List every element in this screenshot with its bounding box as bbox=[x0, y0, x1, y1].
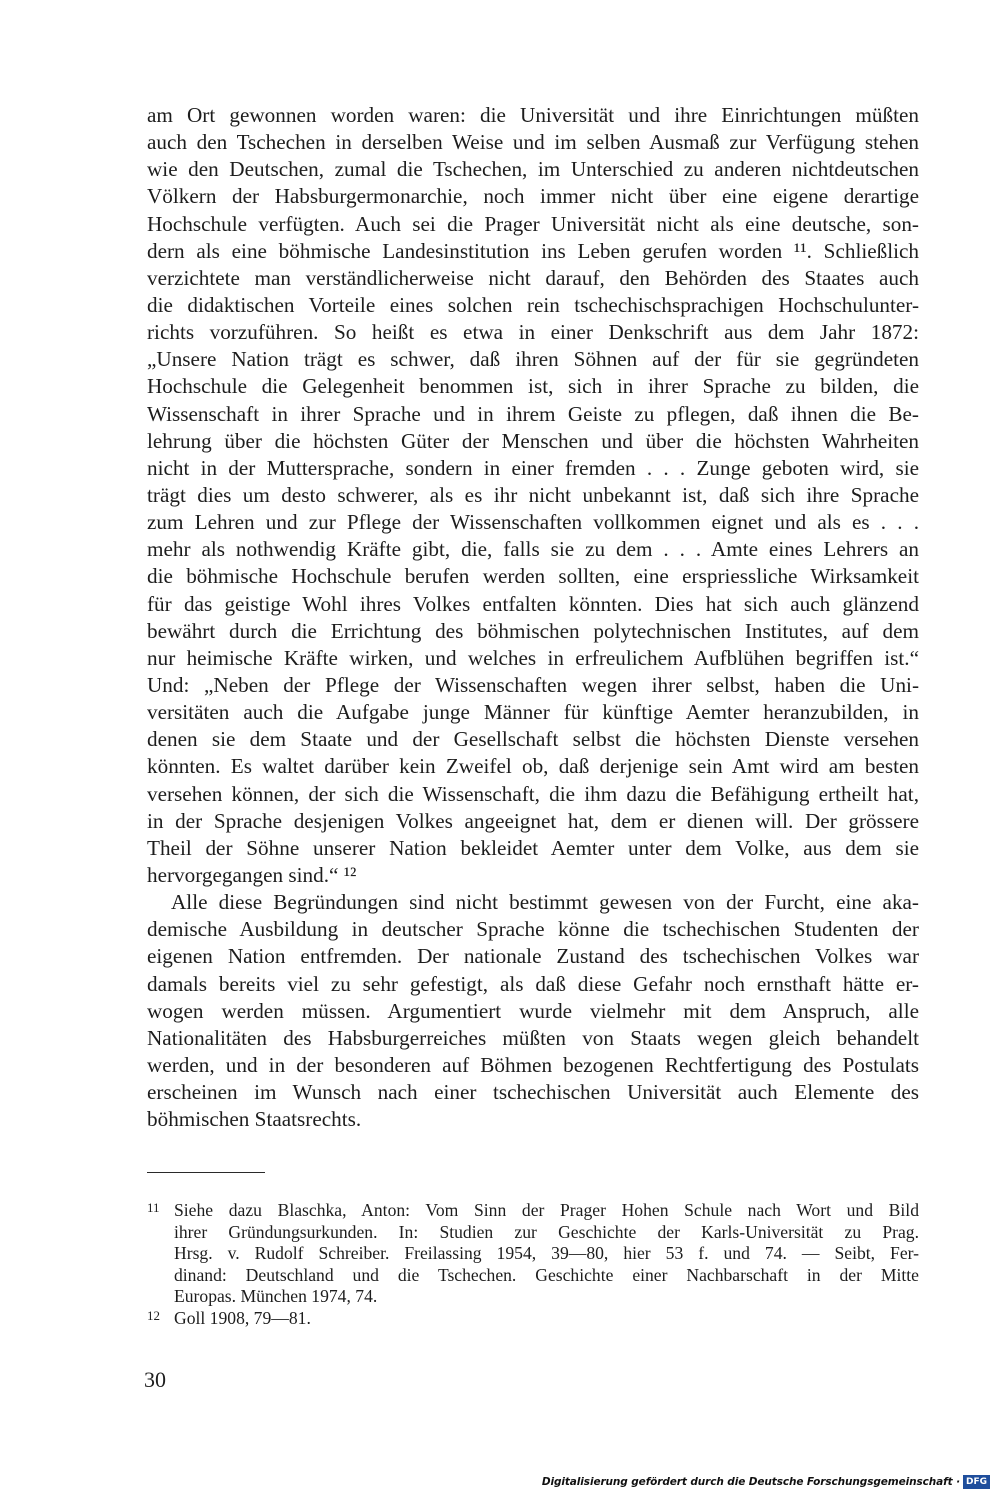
footnote-line: Siehe dazu Blaschka, Anton: Vom Sinn der Prager Hohen Schule nach Wort und Bild bbox=[174, 1200, 919, 1220]
page-number: 30 bbox=[144, 1367, 166, 1392]
body-line: die didaktischen Vorteile eines solchen rein tschechischsprachigen Hochschulunter- bbox=[147, 292, 919, 317]
body-text bbox=[147, 102, 919, 1133]
body-line: Hochschule verfügten. Auch sei die Prager Universität nicht als eine deutsche, son- bbox=[147, 211, 919, 236]
footnote-number: 11 bbox=[147, 1200, 160, 1215]
body-line: Nationalitäten des Habsburgerreiches müßten von Staats wegen gleich behandelt bbox=[147, 1025, 919, 1050]
body-line: zum Lehren und zur Pflege der Wissenschaften vollkommen eignet und als es . . . bbox=[147, 510, 919, 535]
footnote-number: 12 bbox=[147, 1307, 160, 1323]
body-line: wogen werden müssen. Argumentiert wurde vielmehr mit dem Anspruch, alle bbox=[147, 998, 919, 1023]
body-line: richts vorzuführen. So heißt es etwa in einer Denkschrift aus dem Jahr 1872: bbox=[147, 320, 919, 345]
body-line: versehen können, der sich die Wissenschaft, die ihm dazu die Befähigung ertheilt hat, bbox=[147, 781, 919, 806]
body-line: in der Sprache desjenigen Volkes angeeignet hat, dem er dienen will. Der grössere bbox=[147, 808, 919, 833]
body-line: nicht in der Muttersprache, sondern in einer fremden . . . Zunge geboten wird, sie bbox=[147, 455, 919, 480]
body-line: Wissenschaft in ihrer Sprache und in ihrem Geiste zu pflegen, daß ihnen die Be- bbox=[147, 401, 919, 426]
body-line: die böhmische Hochschule berufen werden sollten, eine erspriessliche Wirksamkeit bbox=[147, 564, 919, 589]
footnote-divider bbox=[147, 1172, 265, 1173]
body-line: böhmischen Staatsrechts. bbox=[147, 1107, 362, 1132]
body-line: versitäten auch die Aufgabe junge Männer für künftige Aemter heranzubilden, in bbox=[147, 700, 919, 725]
body-line: bewährt durch die Errichtung des böhmischen polytechnischen Institutes, auf dem bbox=[147, 618, 919, 643]
funding-notice-text: Digitalisierung gefördert durch die Deutsche Forschungsgemeinschaft · bbox=[541, 1476, 960, 1488]
body-line: Völkern der Habsburgermonarchie, noch immer nicht über eine eigene derartige bbox=[147, 184, 919, 209]
body-line: eigenen Nation entfremden. Der nationale Zustand des tschechischen Volkes war bbox=[147, 944, 919, 969]
body-line: demische Ausbildung in deutscher Sprache könne die tschechischen Studenten der bbox=[147, 917, 919, 942]
body-line: trägt dies um desto schwerer, als es ihr nicht unbekannt ist, daß sich ihre Sprache bbox=[147, 482, 919, 507]
body-line: verzichtete man verständlicherweise nicht darauf, den Behörden des Staates auch bbox=[147, 265, 919, 290]
body-line: am Ort gewonnen worden waren: die Universität und ihre Einrichtungen müßten bbox=[147, 103, 919, 127]
body-line: werden, und in der besonderen auf Böhmen bezogenen Rechtfertigung des Postulats bbox=[147, 1052, 919, 1077]
footnote-12 bbox=[147, 1308, 919, 1330]
footnote-line: ihrer Gründungsurkunden. In: Studien zur Geschichte der Karls-Universität zu Prag. bbox=[174, 1221, 919, 1242]
dfg-logo: DFG bbox=[963, 1475, 990, 1489]
body-line: denen sie dem Staate und der Gesellschaft selbst die höchsten Dienste versehen bbox=[147, 727, 919, 752]
body-line: „Unsere Nation trägt es schwer, daß ihren Söhnen auf der für sie gegründeten bbox=[147, 347, 919, 372]
body-line: auch den Tschechen in derselben Weise und im selben Ausmaß zur Verfügung stehen bbox=[147, 130, 919, 155]
footnote-line: dinand: Deutschland und die Tschechen. Geschichte einer Nachbarschaft in der Mitte bbox=[174, 1264, 919, 1285]
body-line: Alle diese Begründungen sind nicht bestimmt gewesen von der Furcht, eine aka- bbox=[171, 890, 919, 915]
body-line: lehrung über die höchsten Güter der Menschen und über die höchsten Wahrheiten bbox=[147, 428, 919, 453]
footnote-11 bbox=[147, 1200, 919, 1308]
body-line: Und: „Neben der Pflege der Wissenschaften wegen ihrer selbst, haben die Uni- bbox=[147, 672, 919, 697]
body-line: Hochschule die Gelegenheit benommen ist, sich in ihrer Sprache zu bilden, die bbox=[147, 374, 919, 399]
footnote-line: Goll 1908, 79—81. bbox=[174, 1307, 311, 1328]
body-line: nur heimische Kräfte wirken, und welches in erfreulichem Aufblühen begriffen ist.“ bbox=[147, 645, 919, 670]
body-line: mehr als nothwendig Kräfte gibt, die, falls sie zu dem . . . Amte eines Lehrers an bbox=[147, 537, 919, 562]
body-line: wie den Deutschen, zumal die Tschechen, im Unterschied zu anderen nichtdeutschen bbox=[147, 157, 919, 182]
footnotes bbox=[147, 1200, 919, 1330]
body-line: Theil der Söhne unserer Nation bekleidet Aemter unter dem Volke, aus dem sie bbox=[147, 835, 919, 860]
body-line: dern als eine böhmische Landesinstitution ins Leben gerufen worden ¹¹. Schließlich bbox=[147, 238, 919, 263]
body-line: hervorgegangen sind.“ ¹² bbox=[147, 862, 357, 887]
body-line: könnten. Es waltet darüber kein Zweifel ob, daß derjenige sein Amt wird am besten bbox=[147, 754, 919, 779]
footnote-line: Europas. München 1974, 74. bbox=[174, 1286, 378, 1307]
funding-notice bbox=[542, 1475, 990, 1489]
body-line: damals bereits viel zu sehr gefestigt, als daß diese Gefahr noch ernsthaft hätte er- bbox=[147, 971, 919, 996]
footnote-line: Hrsg. v. Rudolf Schreiber. Freilassing 1954, 39—80, hier 53 f. und 74. — Seibt, Fer- bbox=[174, 1243, 919, 1264]
body-line: für das geistige Wohl ihres Volkes entfalten könnten. Dies hat sich auch glänzend bbox=[147, 591, 919, 616]
body-line: erscheinen im Wunsch nach einer tschechischen Universität auch Elemente des bbox=[147, 1080, 919, 1105]
